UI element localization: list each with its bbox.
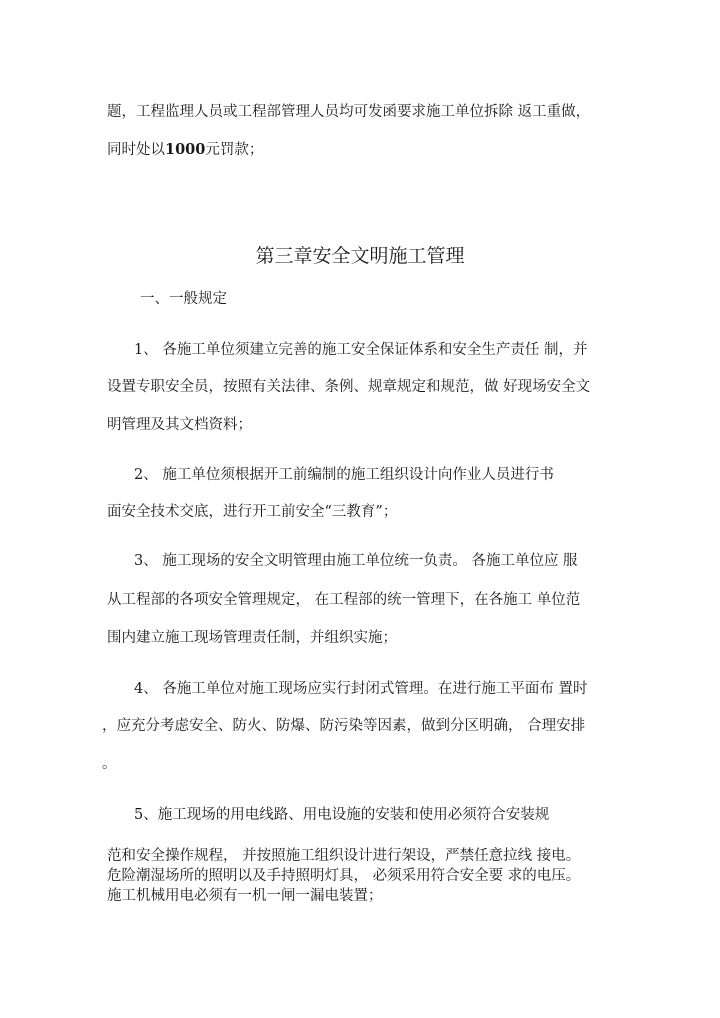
item-2-line-1: 2、 施工单位须根据开工前编制的施工组织设计向作业人员进行书 <box>134 467 554 483</box>
chapter-title: 第三章安全文明施工管理 <box>255 245 465 267</box>
item-1-line-3: 明管理及其文档资料； <box>107 417 252 433</box>
item-4-line-1: 4、 各施工单位对施工现场应实行封闭式管理。在进行施工平面布 置时 <box>134 681 588 697</box>
item-2-line-2: 面安全技术交底，进行开工前安全“三教育”； <box>107 504 398 520</box>
fine-amount: 1000 <box>165 141 206 158</box>
item-4-line-3: 。 <box>102 756 117 772</box>
intro-line-1: 题，工程监理人员或工程部管理人员均可发函要求施工单位拆除 返工重做， <box>107 104 591 120</box>
item-5-line-3: 危险潮湿场所的照明以及手持照明灯具， 必须采用符合安全要 求的电压。 <box>107 868 581 884</box>
item-5-line-1: 5、施工现场的用电线路、用电设施的安装和使用必须符合安装规 <box>134 807 550 823</box>
intro-line-2-prefix: 同时处以 <box>107 142 165 158</box>
item-1-line-1: 1、 各施工单位须建立完善的施工安全保证体系和安全生产责任 制，并 <box>134 342 588 358</box>
item-4-line-2: ，应充分考虑安全、防火、防爆、防污染等因素，做到分区明确， 合理安排 <box>102 718 586 734</box>
item-5-line-2: 范和安全操作规程， 并按照施工组织设计进行架设，严禁任意拉线 接电。 <box>107 848 581 864</box>
item-5-line-4: 施工机械用电必须有一机一闸一漏电装置； <box>107 888 383 904</box>
intro-line-2 <box>107 140 263 160</box>
intro-line-2-suffix: 元罚款； <box>205 142 264 158</box>
item-3-line-2: 从工程部的各项安全管理规定， 在工程部的统一管理下，在各施工 单位范 <box>107 592 581 608</box>
section-heading: 一、一般规定 <box>140 291 227 307</box>
item-3-line-3: 围内建立施工现场管理责任制，并组织实施； <box>107 630 397 646</box>
item-3-line-1: 3、 施工现场的安全文明管理由施工单位统一负责。 各施工单位应 服 <box>134 553 578 569</box>
item-1-line-2: 设置专职安全员，按照有关法律、条例、规章规定和规范，做 好现场安全文 <box>107 379 591 395</box>
